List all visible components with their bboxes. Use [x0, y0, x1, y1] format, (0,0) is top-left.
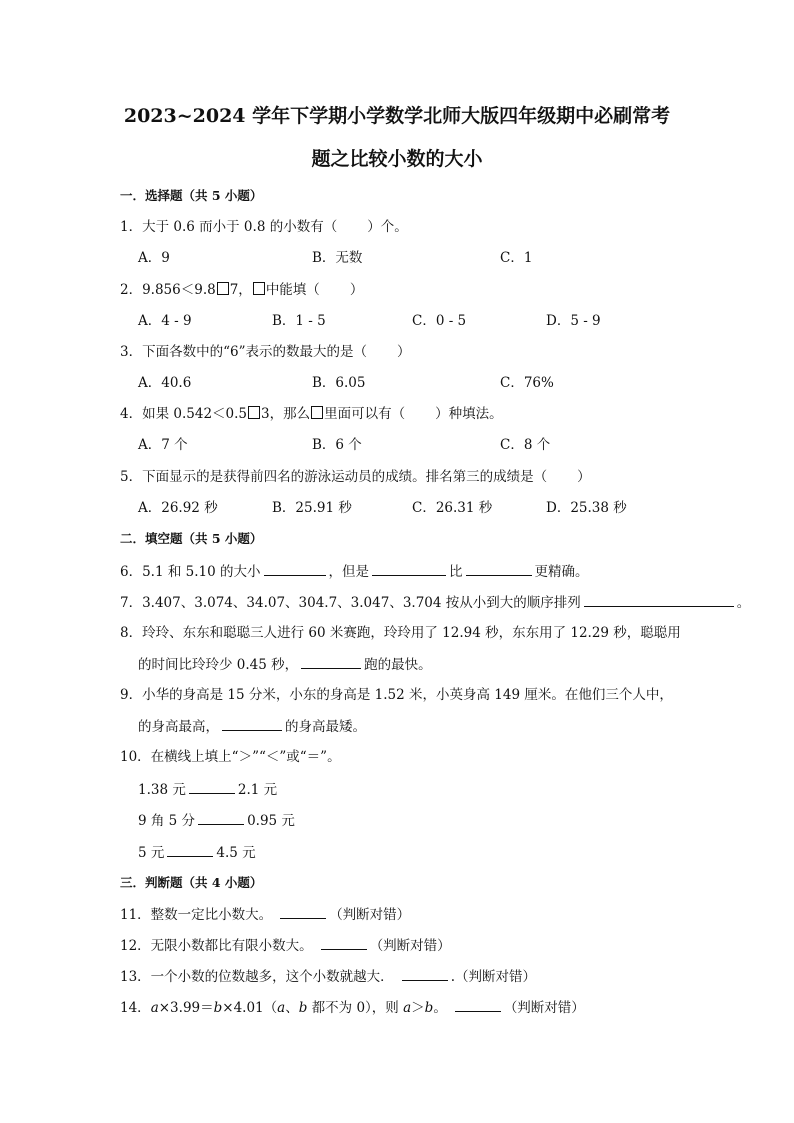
- q14-expr-2: ×4.01（: [222, 1000, 278, 1016]
- var-b: b: [298, 1000, 308, 1016]
- question-9-text-b: 的身高最高，: [138, 719, 219, 735]
- question-5-text-end: ）: [577, 469, 591, 485]
- question-2-text: 2．9.856＜9.8: [120, 282, 216, 298]
- q4-option-a[interactable]: A．7 个: [138, 437, 188, 453]
- section-heading-fill: 二．填空题（共 5 小题）: [120, 531, 263, 546]
- question-8-text-c: 跑的最快。: [364, 657, 432, 673]
- question-6-text-d: 更精确。: [534, 564, 589, 580]
- q1-option-a[interactable]: A．9: [138, 250, 170, 266]
- q2-option-c[interactable]: C．0 - 5: [412, 313, 467, 329]
- question-7-text: 7．3.407、3.074、34.07、304.7、3.047、3.704 按从小到大的顺序排列: [120, 595, 581, 611]
- var-b: b: [213, 1000, 223, 1016]
- question-8-text-b: 的时间比玲玲少 0.45 秒，: [138, 657, 299, 673]
- answer-blank[interactable]: [372, 562, 446, 576]
- question-11-text: 11．整数一定比小数大。: [120, 907, 273, 923]
- question-3: [120, 343, 410, 361]
- q4-option-b[interactable]: B．6 个: [312, 437, 362, 453]
- q10-row-1-left: 1.38 元: [138, 782, 186, 798]
- question-6: [120, 562, 589, 581]
- question-10-row-2: [138, 811, 295, 830]
- var-a: a: [150, 1000, 159, 1016]
- question-2-text-c: 中能填（: [265, 282, 320, 298]
- q14-expr-3: 都不为 0），则: [307, 1000, 404, 1016]
- section-heading-judge: 三．判断题（共 4 小题）: [120, 875, 263, 890]
- question-10-row-1: [138, 780, 277, 799]
- var-b: b: [424, 1000, 434, 1016]
- answer-blank[interactable]: [455, 998, 501, 1012]
- question-10: 10．在横线上填上“＞”“＜”或“＝”。: [120, 749, 341, 765]
- answer-blank[interactable]: [198, 811, 244, 825]
- question-11-tail: （判断对错）: [329, 907, 411, 923]
- q10-row-3-right: 4.5 元: [216, 845, 256, 861]
- question-4-text-c: 里面可以有（: [324, 406, 406, 422]
- question-4-text-b: 3，那么: [261, 406, 311, 422]
- q10-row-1-right: 2.1 元: [237, 782, 278, 798]
- q2-option-b[interactable]: B．1 - 5: [272, 313, 326, 329]
- question-12-text: 12．无限小数都比有限小数大。: [120, 938, 313, 954]
- question-7-text-end: 。: [736, 595, 751, 611]
- q14-gt: ＞: [411, 1000, 425, 1016]
- blank-box-icon: [217, 282, 229, 295]
- question-4-text-d: ）种填法。: [435, 406, 503, 422]
- question-6-text: 6．5.1 和 5.10 的大小: [120, 564, 261, 580]
- q2-option-a[interactable]: A．4 - 9: [138, 313, 192, 329]
- q14-number: 14．: [120, 1000, 151, 1016]
- answer-blank[interactable]: [222, 717, 282, 731]
- q5-option-c[interactable]: C．26.31 秒: [412, 500, 493, 516]
- question-1-text: 1．大于 0.6 而小于 0.8 的小数有（: [120, 219, 338, 235]
- q3-option-c[interactable]: C．76%: [500, 375, 554, 391]
- q10-row-2-left: 9 角 5 分: [138, 813, 196, 829]
- q1-option-c[interactable]: C．1: [500, 250, 533, 266]
- question-4: [120, 405, 503, 423]
- question-6-text-c: 比: [449, 564, 463, 580]
- question-9-continued: [138, 717, 366, 736]
- question-12-tail: （判断对错）: [369, 938, 451, 954]
- question-1-text-end: ）个。: [367, 219, 408, 235]
- question-8-continued: [138, 655, 432, 674]
- answer-blank[interactable]: [189, 780, 235, 794]
- answer-blank[interactable]: [280, 905, 326, 919]
- q14-end: 。: [433, 1000, 447, 1016]
- blank-box-icon: [253, 282, 265, 295]
- q10-row-2-right: 0.95 元: [247, 813, 295, 829]
- q10-row-3-left: 5 元: [138, 845, 165, 861]
- q4-option-c[interactable]: C．8 个: [500, 437, 551, 453]
- question-14-tail: （判断对错）: [503, 1000, 585, 1016]
- question-2: [120, 281, 363, 299]
- answer-blank[interactable]: [402, 967, 448, 981]
- document-title-line-2: 题之比较小数的大小: [311, 148, 483, 170]
- question-2-text-d: ）: [349, 282, 364, 298]
- q3-option-b[interactable]: B．6.05: [312, 375, 366, 391]
- question-9-text-c: 的身高最矮。: [285, 719, 366, 735]
- question-2-text-b: 7，: [229, 282, 252, 298]
- q14-expr-1: ×3.99＝: [158, 1000, 214, 1016]
- answer-blank[interactable]: [167, 843, 213, 857]
- answer-blank[interactable]: [584, 593, 734, 607]
- question-13-text: 13．一个小数的位数越多，这个小数就越大．: [120, 969, 394, 985]
- answer-blank[interactable]: [466, 562, 532, 576]
- question-3-text: 3．下面各数中的“6”表示的数最大的是（: [120, 344, 367, 360]
- question-5-text: 5．下面显示的是获得前四名的游泳运动员的成绩。排名第三的成绩是（: [120, 469, 548, 485]
- var-a: a: [277, 1000, 286, 1016]
- blank-box-icon: [311, 406, 323, 419]
- question-13-tail: .（判断对错）: [450, 969, 536, 985]
- question-8: 8．玲玲、东东和聪聪三人进行 60 米赛跑，玲玲用了 12.94 秒，东东用了 12.29 秒，聪聪用: [120, 625, 681, 641]
- question-13: [120, 967, 536, 986]
- q5-option-a[interactable]: A．26.92 秒: [138, 500, 218, 516]
- q2-option-d[interactable]: D．5 - 9: [546, 313, 601, 329]
- question-7: [120, 593, 750, 612]
- var-a: a: [403, 1000, 412, 1016]
- question-9: 9．小华的身高是 15 分米，小东的身高是 1.52 米，小英身高 149 厘米。在他们三个人中，: [120, 687, 673, 703]
- question-14: [120, 998, 585, 1017]
- question-3-text-end: ）: [396, 344, 411, 360]
- q1-option-b[interactable]: B．无数: [312, 250, 363, 266]
- q5-option-b[interactable]: B．25.91 秒: [272, 500, 352, 516]
- document-title-line-1: 2023~2024 学年下学期小学数学北师大版四年级期中必刷常考: [123, 105, 671, 127]
- q14-sep: 、: [285, 1000, 299, 1016]
- q3-option-a[interactable]: A．40.6: [138, 375, 192, 391]
- question-1: [120, 218, 408, 236]
- answer-blank[interactable]: [264, 562, 326, 576]
- answer-blank[interactable]: [301, 655, 361, 669]
- blank-box-icon: [248, 406, 260, 419]
- question-4-text: 4．如果 0.542＜0.5: [120, 406, 247, 422]
- question-5: [120, 468, 591, 486]
- question-11: [120, 905, 410, 924]
- section-heading-choice: 一．选择题（共 5 小题）: [120, 188, 263, 203]
- question-6-text-b: ，但是: [328, 564, 369, 580]
- q5-option-d[interactable]: D．25.38 秒: [546, 500, 627, 516]
- answer-blank[interactable]: [321, 936, 367, 950]
- question-12: [120, 936, 451, 955]
- question-10-row-3: [138, 843, 256, 862]
